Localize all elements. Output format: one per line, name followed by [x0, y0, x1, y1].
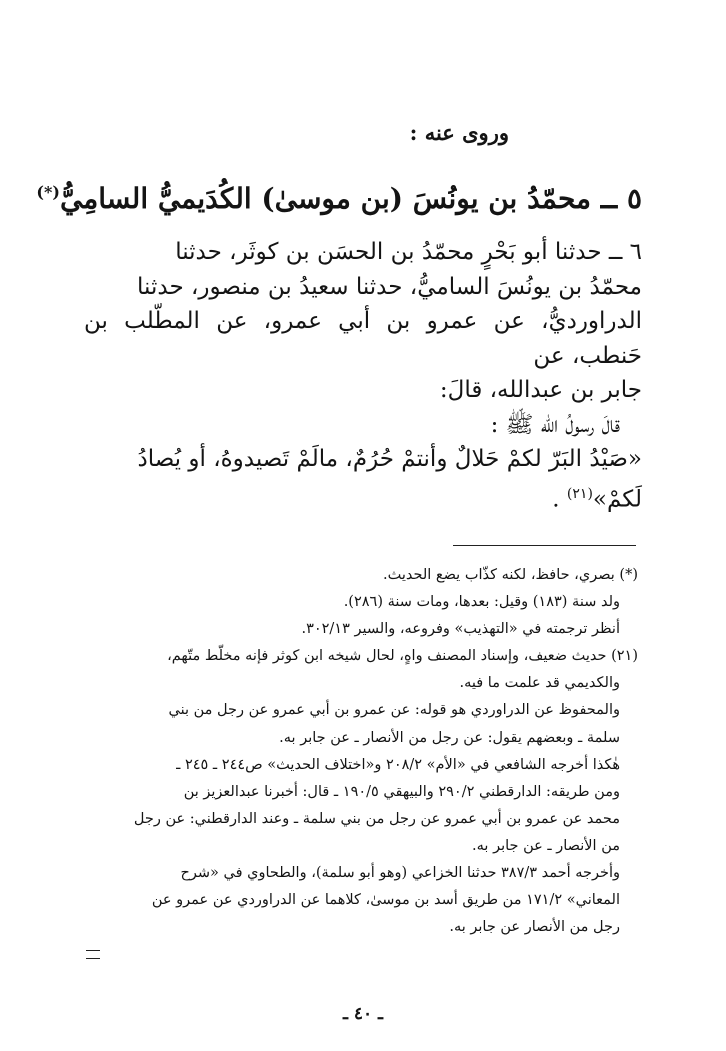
continuation-mark — [86, 950, 100, 959]
heading-footnote-mark: (*) — [36, 182, 60, 202]
hadith-last-end: . — [552, 486, 567, 513]
footnote-line: ولد سنة (١٨٣) وقيل: بعدها، ومات سنة (٢٨٦). — [343, 594, 620, 611]
intro-line: وروى عنه : — [409, 120, 509, 145]
footnote-line: هٰكذا أخرجه الشافعي في «الأم» ٢٠٨/٢ و«اختلاف الحديث» ص٢٤٤ ـ ٢٤٥ ـ — [176, 756, 620, 773]
hadith-last-text: لَكمْ» — [592, 486, 642, 513]
hadith-footnote-ref: (٢١) — [566, 485, 593, 502]
hadith-line: «صَيْدُ البَرّ لكمْ حَلالٌ وأنتمْ حُرُمٌ، مالَمْ تَصيدوهُ، أو يُصادُ — [137, 446, 642, 472]
footnote-line: والكديمي قد علمت ما فيه. — [459, 675, 620, 692]
heading-text: ٥ ــ محمّدُ بن يونُسَ (بن موسىٰ) الكُدَيميُّ السامِيُّ — [59, 182, 642, 215]
footnotes — [84, 562, 638, 941]
page-number: ـ ٤٠ ـ — [342, 1004, 384, 1024]
footnote-line: المعاني» ١٧١/٢ من طريق أسد بن موسىٰ، كلاهما عن الدراوردي عن عمرو عن — [151, 892, 620, 909]
footnote-line: والمحفوظ عن الدراوردي هو قوله: عن عمرو بن أبي عمرو عن رجل من بني — [168, 702, 620, 719]
footnote-line: رجل من الأنصار عن جابر به. — [449, 919, 620, 936]
hadith-line: الدراورديُّ، عن عمرو بن أبي عمرو، عن المطّلب بن حَنطب، عن — [84, 308, 642, 369]
hadith-last-line — [84, 477, 642, 517]
footnote-line: من الأنصار ـ عن جابر به. — [472, 837, 620, 854]
hadith-line: قالَ رسولُ الله ﷺ : — [490, 411, 620, 438]
footnote-line: (*) بصري، حافظ، لكنه كذّاب يضع الحديث. — [382, 567, 638, 583]
footnote-separator — [453, 545, 636, 546]
footnote-line: (٢١) حديث ضعيف، وإسناد المصنف واهٍ، لحال شيخه ابن كوثر فإنه مخلّط متّهم، — [167, 648, 638, 665]
chapter-heading — [36, 182, 642, 215]
hadith-line: ٦ ــ حدثنا أبو بَحْرٍ محمّدُ بن الحسَن بن كوثَر، حدثنا — [175, 239, 642, 265]
hadith-text — [84, 235, 642, 517]
footnote-line: سلمة ـ وبعضهم يقول: عن رجل من الأنصار ـ عن جابر به. — [279, 729, 620, 746]
footnote-line: أنظر ترجمته في «التهذيب» وفروعه، والسير ٣٠٢/١٣. — [301, 621, 620, 638]
footnote-line: ومن طريقه: الدارقطني ٢٩٠/٢ والبيهقي ١٩٠/٥ ـ قال: أخبرنا عبدالعزيز بن — [183, 783, 620, 800]
hadith-line: محمّدُ بن يونُسَ الساميُّ، حدثنا سعيدُ بن منصور، حدثنا — [137, 273, 642, 300]
footnote-line: وأخرجه أحمد ٣٨٧/٣ حدثنا الخزاعي (وهو أبو سلمة)، والطحاوي في «شرح — [180, 865, 620, 882]
hadith-line: جابر بن عبدالله، قالَ: — [439, 377, 642, 403]
footnote-line: محمد عن عمرو بن أبي عمرو عن رجل من بني سلمة ـ وعند الدارقطني: عن رجل — [133, 810, 620, 827]
